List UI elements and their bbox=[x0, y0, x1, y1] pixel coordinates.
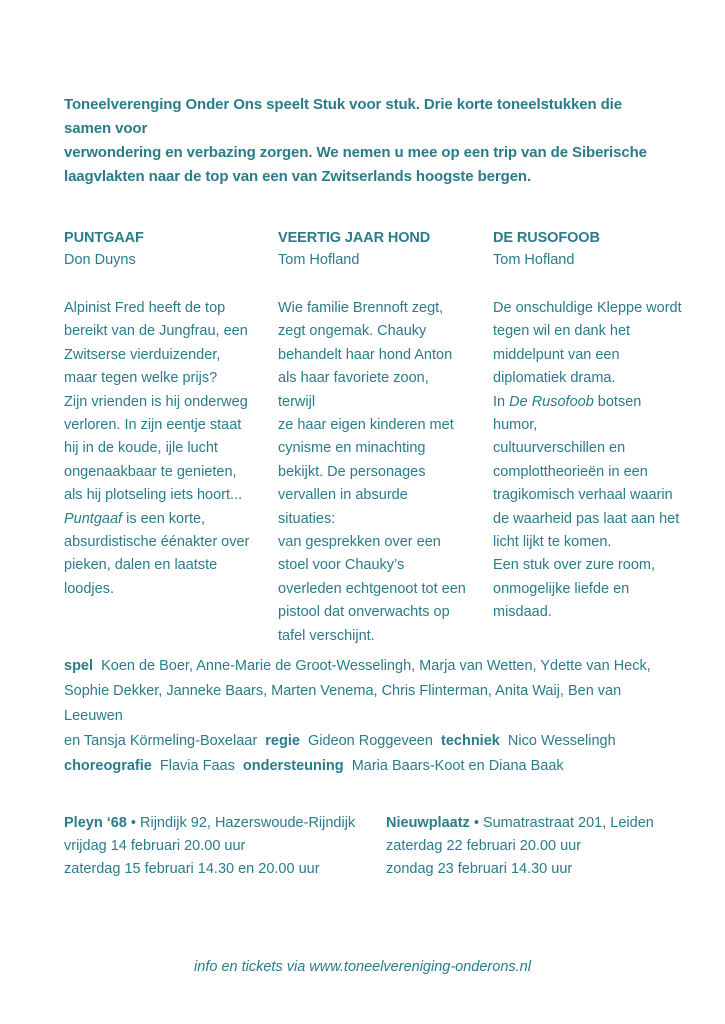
desc-line bbox=[493, 391, 683, 438]
credit-value: Flavia Faas bbox=[159, 758, 235, 774]
desc-line: tegen wil en dank het bbox=[493, 323, 631, 340]
credit-label: techniek bbox=[441, 733, 500, 749]
intro-line: laagvlakten naar de top van een van Zwitserlands hoogste bergen. bbox=[64, 168, 532, 185]
credit-value: Nico Wesselingh bbox=[507, 733, 616, 749]
desc-line: absurdistische éénakter over bbox=[64, 534, 250, 551]
play-puntgaaf bbox=[64, 228, 254, 601]
desc-line: Wie familie Brennoft zegt, bbox=[278, 300, 444, 316]
desc-line: licht lijkt te komen. bbox=[493, 534, 612, 551]
desc-line: vervallen in absurde situaties: bbox=[278, 487, 408, 527]
desc-line: tafel verschijnt. bbox=[278, 627, 375, 644]
desc-line: ongenaakbaar te genieten, bbox=[64, 463, 237, 480]
desc-line: behandelt haar hond Anton bbox=[278, 346, 453, 363]
desc-line: als hij plotseling iets hoort... bbox=[64, 487, 243, 504]
play-description bbox=[278, 297, 468, 648]
desc-line: als haar favoriete zoon, terwijl bbox=[278, 370, 429, 410]
desc-line: van gesprekken over een bbox=[278, 534, 441, 551]
desc-line: Een stuk over zure room, bbox=[493, 557, 655, 574]
desc-line bbox=[64, 508, 254, 531]
desc-line: bereikt van de Jungfrau, een bbox=[64, 323, 248, 340]
desc-text: is een korte, bbox=[122, 510, 206, 527]
desc-line: Zijn vrienden is hij onderweg bbox=[64, 393, 248, 410]
venue-address: Sumatrastraat 201, Leiden bbox=[482, 815, 654, 831]
venue-date: zaterdag 15 februari 14.30 en 20.00 uur bbox=[64, 861, 320, 877]
desc-line: onmogelijke liefde en bbox=[493, 580, 630, 597]
play-author: Tom Hofland bbox=[493, 252, 575, 268]
credit-value: Gideon Roggeveen bbox=[307, 733, 433, 749]
play-de-rusofoob bbox=[493, 228, 683, 625]
play-author: Tom Hofland bbox=[278, 252, 360, 268]
venue-pleyn bbox=[64, 812, 355, 881]
credit-value: Maria Baars-Koot en Diana Baak bbox=[351, 758, 564, 774]
credit-label: spel bbox=[64, 658, 94, 674]
venue-name: Nieuwplaatz bbox=[386, 815, 470, 831]
play-description bbox=[493, 297, 683, 625]
desc-line: loodjes. bbox=[64, 580, 114, 597]
play-veertig-jaar-hond bbox=[278, 228, 468, 648]
play-description bbox=[64, 297, 254, 601]
desc-line: verloren. In zijn eentje staat bbox=[64, 417, 242, 434]
venue-header: Pleyn ‘68 • Rijndijk 92, Hazerswoude-Rijndijk bbox=[64, 815, 356, 831]
play-title: PUNTGAAF bbox=[64, 230, 144, 246]
desc-line: complottheorieën in een bbox=[493, 463, 648, 480]
play-title: VEERTIG JAAR HOND bbox=[278, 230, 431, 246]
desc-line: diplomatiek drama. bbox=[493, 370, 616, 387]
desc-line: pistool dat onverwachts op bbox=[278, 604, 450, 621]
desc-line: cultuurverschillen en bbox=[493, 440, 626, 457]
desc-line: Alpinist Fred heeft de top bbox=[64, 300, 226, 316]
footer-tickets: info en tickets via www.toneelvereniging-onderons.nl bbox=[194, 959, 531, 975]
credit-label: choreografie bbox=[64, 758, 152, 774]
intro-line: verwondering en verbazing zorgen. We nemen u mee op een trip van de Siberische bbox=[64, 144, 647, 161]
desc-line: overleden echtgenoot tot een bbox=[278, 580, 466, 597]
italic-play-title: Puntgaaf bbox=[64, 510, 123, 527]
venue-name: Pleyn ‘68 bbox=[64, 815, 127, 831]
play-author: Don Duyns bbox=[64, 252, 136, 268]
desc-line: tragikomisch verhaal waarin bbox=[493, 487, 673, 504]
venue-address: Rijndijk 92, Hazerswoude-Rijndijk bbox=[140, 815, 356, 831]
desc-line: Zwitserse vierduizender, bbox=[64, 346, 221, 363]
desc-text: In bbox=[493, 393, 510, 410]
desc-line: cynisme en minachting bbox=[278, 440, 426, 457]
desc-line: pieken, dalen en laatste bbox=[64, 557, 218, 574]
desc-line: bekijkt. De personages bbox=[278, 463, 426, 480]
venue-header: Nieuwplaatz • Sumatrastraat 201, Leiden bbox=[386, 815, 654, 831]
desc-line: zegt ongemak. Chauky bbox=[278, 323, 427, 340]
credit-label: ondersteuning bbox=[242, 758, 344, 774]
desc-line: misdaad. bbox=[493, 604, 552, 621]
credit-label: regie bbox=[265, 733, 300, 749]
desc-line: stoel voor Chauky’s bbox=[278, 557, 405, 574]
credits bbox=[64, 654, 684, 779]
credit-value: Koen de Boer, Anne-Marie de Groot-Wesselingh, Marja van Wetten, Ydette van Heck, bbox=[101, 658, 651, 674]
desc-line: De onschuldige Kleppe wordt bbox=[493, 300, 682, 316]
venue-date: zondag 23 februari 14.30 uur bbox=[386, 861, 573, 877]
intro-line: Toneelverenging Onder Ons speelt Stuk voor stuk. Drie korte toneelstukken die samen voor bbox=[64, 96, 622, 137]
venue-date: zaterdag 22 februari 20.00 uur bbox=[386, 838, 582, 854]
desc-line: middelpunt van een bbox=[493, 346, 620, 363]
desc-line: ze haar eigen kinderen met bbox=[278, 417, 454, 434]
venue-nieuwplaatz bbox=[386, 812, 654, 881]
play-title: DE RUSOFOOB bbox=[493, 230, 600, 246]
italic-play-title: De Rusofoob bbox=[509, 393, 594, 410]
desc-line: de waarheid pas laat aan het bbox=[493, 510, 680, 527]
desc-text: botsen humor, bbox=[493, 393, 642, 434]
credit-value: en Tansja Körmeling-Boxelaar bbox=[64, 733, 258, 749]
desc-line: hij in de koude, ijle lucht bbox=[64, 440, 218, 457]
venue-date: vrijdag 14 februari 20.00 uur bbox=[64, 838, 246, 854]
desc-line: maar tegen welke prijs? bbox=[64, 370, 218, 387]
credit-value: Sophie Dekker, Janneke Baars, Marten Venema, Chris Flinterman, Anita Waij, Ben van Leeuwen bbox=[64, 683, 622, 724]
intro-text bbox=[64, 93, 664, 189]
